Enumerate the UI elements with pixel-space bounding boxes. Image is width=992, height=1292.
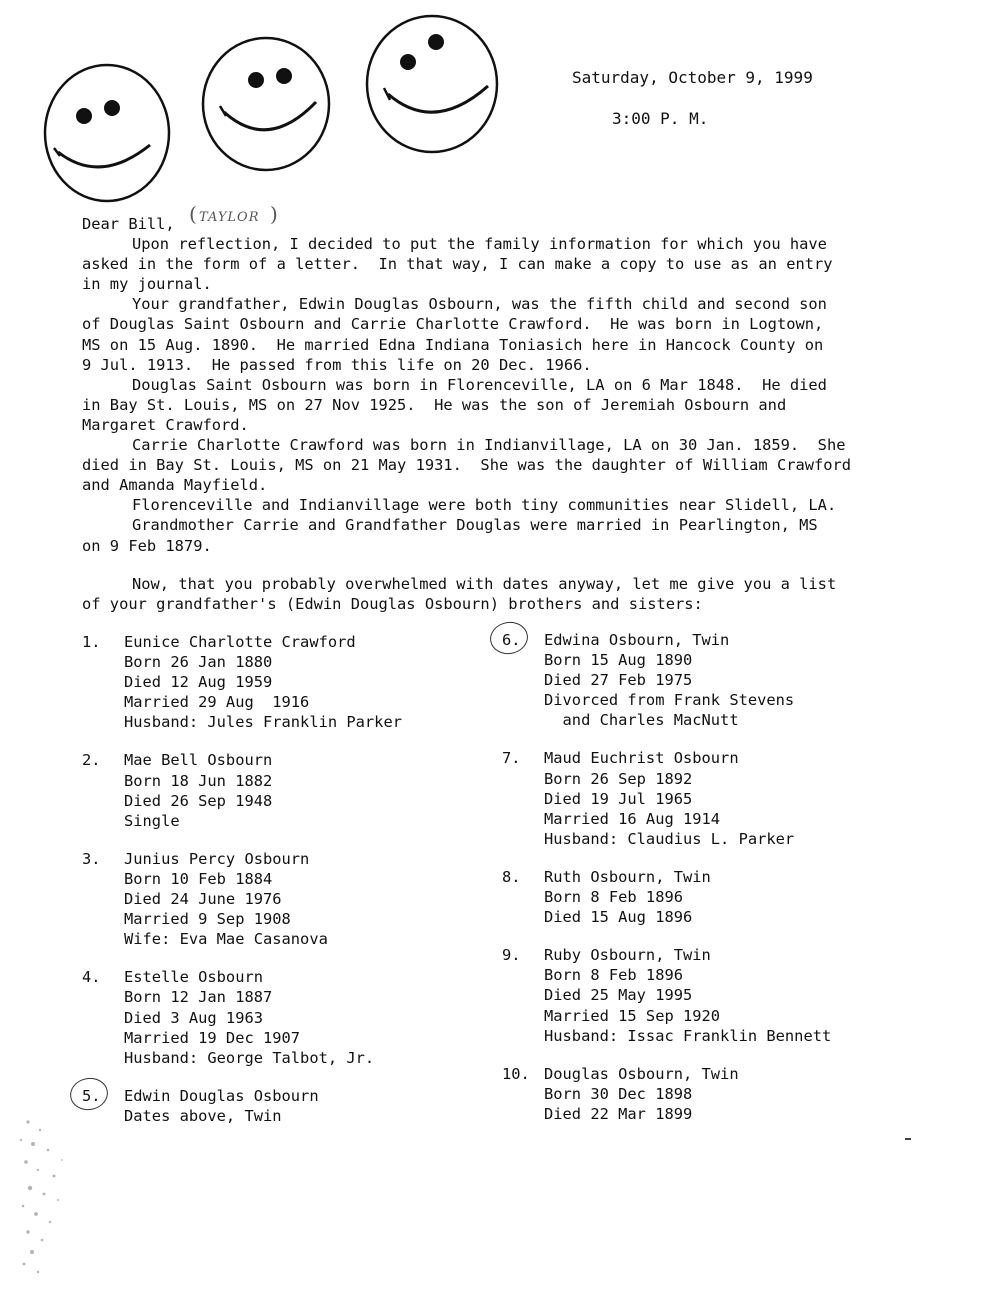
annotation-paren-right: ) — [270, 202, 278, 226]
sibling-detail: Died 3 Aug 1963 — [124, 1008, 263, 1027]
sibling-detail: Died 19 Jul 1965 — [544, 789, 693, 808]
sibling-detail: Married 19 Dec 1907 — [124, 1028, 301, 1047]
sibling-name: Ruby Osbourn, Twin — [544, 946, 711, 965]
sibling-detail: Married 29 Aug 1916 — [124, 693, 310, 712]
sibling-detail: Born 10 Feb 1884 — [124, 869, 273, 888]
sibling-detail: Wife: Eva Mae Casanova — [124, 930, 328, 949]
sibling-detail: Born 8 Feb 1896 — [544, 966, 683, 985]
paragraph-line: of Douglas Saint Osbourn and Carrie Charlotte Crawford. He was born in Logtown, — [82, 315, 824, 334]
sibling-name: Douglas Osbourn, Twin — [544, 1064, 739, 1083]
paragraph-line: Florenceville and Indianvillage were both tiny communities near Slidell, LA. — [132, 496, 837, 515]
sibling-entry — [502, 748, 942, 848]
sibling-detail: Husband: Jules Franklin Parker — [124, 713, 402, 732]
annotation-paren-left: ( — [189, 202, 197, 226]
sibling-entry — [82, 849, 522, 949]
sibling-name: Estelle Osbourn — [124, 968, 263, 987]
sibling-entry — [82, 967, 522, 1067]
paragraph-line: Grandmother Carrie and Grandfather Douglas were married in Pearlington, MS — [132, 516, 818, 535]
stray-mark — [905, 1138, 911, 1140]
paragraph-line: and Amanda Mayfield. — [82, 476, 268, 495]
sibling-detail: Married 9 Sep 1908 — [124, 910, 291, 929]
sibling-name: Eunice Charlotte Crawford — [124, 633, 356, 651]
sibling-entry — [502, 1064, 942, 1124]
sibling-name: Ruth Osbourn, Twin — [544, 867, 711, 886]
paragraph-line: Your grandfather, Edwin Douglas Osbourn, was the fifth child and second son — [132, 295, 827, 314]
sibling-number: 9. — [502, 946, 521, 965]
sibling-entry — [502, 630, 942, 730]
sibling-number: 7. — [502, 749, 521, 768]
sibling-entry — [82, 750, 522, 830]
sibling-number-wrap — [82, 1086, 124, 1106]
paragraph-line: Carrie Charlotte Crawford was born in Indianvillage, LA on 30 Jan. 1859. She — [132, 436, 846, 455]
sibling-number-wrap — [502, 630, 544, 650]
paragraph-line: in my journal. — [82, 275, 212, 294]
sibling-detail: Married 15 Sep 1920 — [544, 1006, 721, 1025]
paragraph-line: Douglas Saint Osbourn was born in Florenceville, LA on 6 Mar 1848. He died — [132, 375, 827, 394]
sibling-detail: Husband: Issac Franklin Bennett — [544, 1026, 832, 1045]
sibling-detail: Married 16 Aug 1914 — [544, 809, 721, 828]
sibling-number: 1. — [82, 633, 101, 651]
sibling-detail: Born 18 Jun 1882 — [124, 771, 273, 790]
siblings-left-column — [82, 632, 522, 1144]
sibling-number: 4. — [82, 968, 101, 987]
paragraph-line: on 9 Feb 1879. — [82, 536, 212, 555]
sibling-detail: Died 24 June 1976 — [124, 890, 282, 909]
sibling-name: Edwina Osbourn, Twin — [544, 631, 730, 649]
handwritten-annotation: TAYLOR — [199, 210, 260, 225]
sibling-detail: Divorced from Frank Stevens — [544, 691, 795, 710]
sibling-name: Maud Euchrist Osbourn — [544, 749, 739, 768]
paragraph-line: 9 Jul. 1913. He passed from this life on 20 Dec. 1966. — [82, 355, 592, 374]
salutation: Dear Bill, — [82, 215, 175, 233]
paragraph-line: died in Bay St. Louis, MS on 21 May 1931. She was the daughter of William Crawford — [82, 456, 852, 475]
sibling-detail: Dates above, Twin — [124, 1106, 282, 1125]
paragraph-line: of your grandfather's (Edwin Douglas Osbourn) brothers and sisters: — [82, 594, 703, 613]
paragraph-line: in Bay St. Louis, MS on 27 Nov 1925. He was the son of Jeremiah Osbourn and — [82, 395, 787, 414]
letter-date: Saturday, October 9, 1999 — [572, 68, 813, 87]
sibling-detail: Died 22 Mar 1899 — [544, 1104, 693, 1123]
sibling-detail: Born 26 Sep 1892 — [544, 769, 693, 788]
sibling-detail: Died 15 Aug 1896 — [544, 908, 693, 927]
sibling-entry — [82, 632, 522, 732]
sibling-detail: Died 25 May 1995 — [544, 986, 693, 1005]
paragraph-line: Margaret Crawford. — [82, 415, 249, 434]
sibling-detail: Born 30 Dec 1898 — [544, 1084, 693, 1103]
sibling-entry — [502, 945, 942, 1045]
sibling-detail: Born 26 Jan 1880 — [124, 653, 273, 672]
sibling-number: 2. — [82, 751, 101, 770]
sibling-number: 10. — [502, 1064, 530, 1083]
smiley-face-icon-2 — [198, 34, 334, 174]
sibling-detail: Died 26 Sep 1948 — [124, 791, 273, 810]
sibling-name: Junius Percy Osbourn — [124, 849, 310, 868]
sibling-detail: Husband: Claudius L. Parker — [544, 829, 795, 848]
paragraph-line: asked in the form of a letter. In that way, I can make a copy to use as an entry — [82, 255, 833, 274]
letter-time: 3:00 P. M. — [612, 109, 709, 128]
sibling-entry — [82, 1086, 522, 1126]
paragraph-line: MS on 15 Aug. 1890. He married Edna Indiana Toniasich here in Hancock County on — [82, 335, 824, 354]
sibling-name: Edwin Douglas Osbourn — [124, 1086, 319, 1105]
sibling-detail: Died 27 Feb 1975 — [544, 671, 693, 690]
sibling-detail: Single — [124, 811, 180, 830]
sibling-detail: Born 15 Aug 1890 — [544, 651, 693, 670]
sibling-detail: Died 12 Aug 1959 — [124, 673, 273, 692]
sibling-number: 3. — [82, 849, 101, 868]
letter-body — [82, 214, 942, 614]
paragraph-line: Now, that you probably overwhelmed with dates anyway, let me give you a list — [132, 574, 837, 593]
sibling-detail: Husband: George Talbot, Jr. — [124, 1048, 375, 1067]
siblings-right-column — [502, 630, 942, 1142]
sibling-detail: and Charles MacNutt — [544, 711, 739, 730]
sibling-name: Mae Bell Osbourn — [124, 751, 273, 770]
sibling-detail: Born 12 Jan 1887 — [124, 988, 273, 1007]
smiley-face-icon-1 — [40, 60, 174, 206]
sibling-number: 8. — [502, 867, 521, 886]
smiley-face-icon-3 — [362, 12, 502, 156]
sibling-number: 5. — [82, 1086, 101, 1105]
paragraph-line: Upon reflection, I decided to put the family information for which you have — [132, 235, 827, 254]
sibling-entry — [502, 867, 942, 927]
scan-speckle — [18, 1110, 88, 1280]
sibling-detail: Born 8 Feb 1896 — [544, 888, 683, 907]
sibling-number: 6. — [502, 631, 521, 649]
